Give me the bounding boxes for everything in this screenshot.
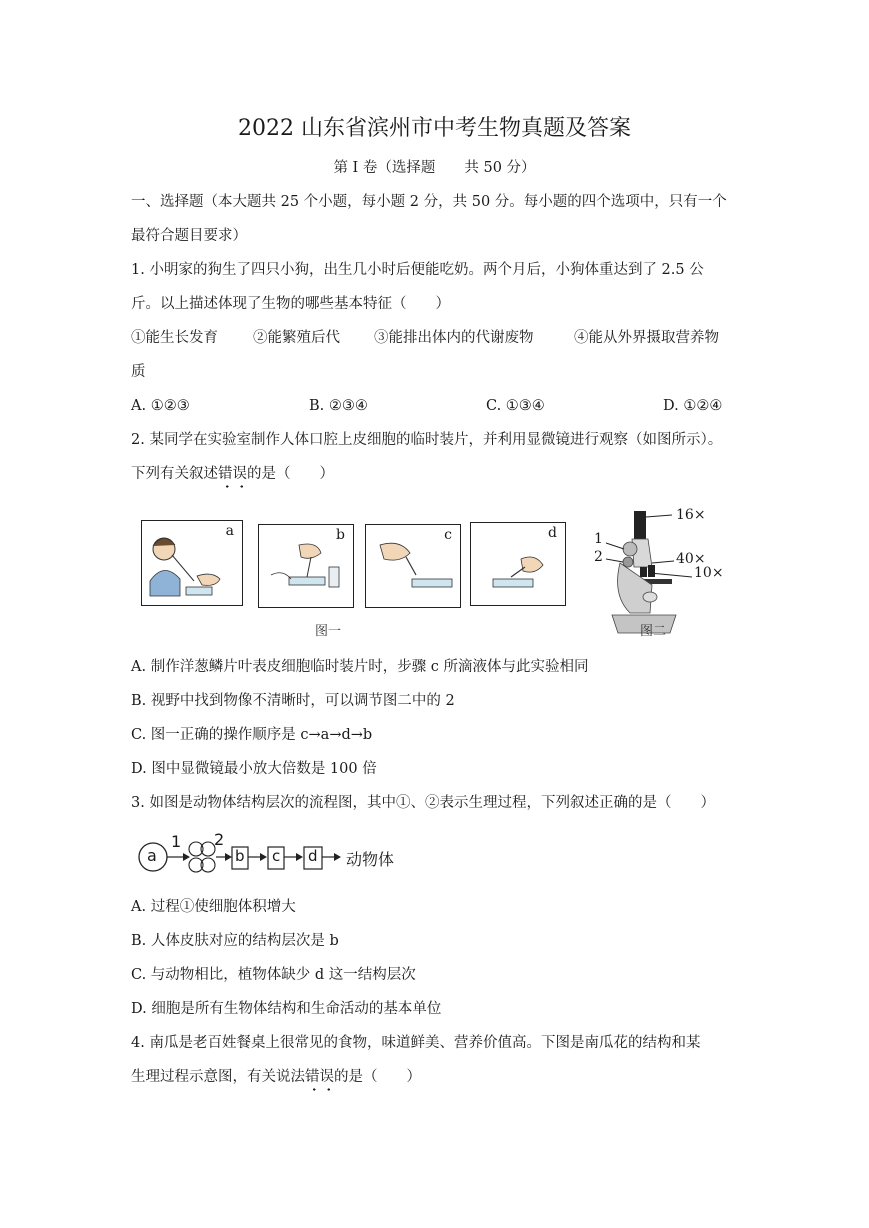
flow-step-1: 1	[171, 832, 182, 851]
fig2-label-1: 1	[594, 531, 603, 547]
cheek-scraping-illustration	[142, 521, 242, 605]
q1-statement-4: ④能从外界摄取营养物	[574, 330, 719, 346]
q1-statement-1: ①能生长发育	[131, 330, 218, 346]
q1-option-c: C. ①③④	[486, 398, 545, 414]
q2-option-d: D. 图中显微镜最小放大倍数是 100 倍	[131, 761, 377, 777]
q2-stem-line1: 2. 某同学在实验室制作人体口腔上皮细胞的临时装片，并利用显微镜进行观察（如图所示）。	[131, 432, 723, 448]
section-instructions-line2: 最符合题目要求）	[131, 228, 247, 244]
q4-stem-pre: 生理过程示意图，有关说法	[131, 1069, 305, 1085]
figure-2	[590, 505, 730, 650]
q1-statement-3: ③能排出体内的代谢废物	[374, 330, 534, 346]
flow-step-2: 2	[214, 830, 225, 849]
fig2-label-40x: 40×	[676, 551, 706, 567]
fig1-letter-b: b	[336, 527, 345, 543]
staining-illustration	[259, 525, 353, 607]
flow-node-animal: 动物体	[346, 850, 395, 869]
fig2-label-2: 2	[594, 549, 603, 565]
q4-stem-line1: 4. 南瓜是老百姓餐桌上很常见的食物，味道鲜美、营养价值高。下图是南瓜花的结构和某	[131, 1035, 701, 1051]
fig1-letter-a: a	[225, 523, 234, 539]
q1-stem-line2: 斤。以上描述体现了生物的哪些基本特征（ ）	[131, 296, 450, 312]
fig2-label-eyepiece: 16×	[676, 507, 706, 523]
q1-statement-2: ②能繁殖后代	[253, 330, 340, 346]
q1-option-b: B. ②③④	[309, 398, 368, 414]
covering-slip-illustration	[471, 523, 565, 605]
fig1-caption: 图一	[315, 624, 342, 639]
flow-node-c: c	[272, 847, 281, 865]
q1-option-a: A. ①②③	[131, 398, 190, 414]
fig1-panel-d	[470, 522, 566, 606]
q4-stem-post: 的是（ ）	[334, 1069, 421, 1085]
q2-emphasis-word: 错误	[218, 466, 247, 482]
q1-statement-wrap: 质	[131, 364, 146, 380]
q2-option-a: A. 制作洋葱鳞片叶表皮细胞临时装片时，步骤 c 所滴液体与此实验相同	[131, 659, 589, 675]
page-title: 2022 山东省滨州市中考生物真题及答案	[238, 116, 631, 141]
q2-stem-pre: 下列有关叙述	[131, 466, 218, 482]
q3-stem: 3. 如图是动物体结构层次的流程图，其中①、②表示生理过程，下列叙述正确的是（ ）	[131, 795, 715, 811]
q1-stem-line1: 1. 小明家的狗生了四只小狗，出生几小时后便能吃奶。两个月后，小狗体重达到了 2.5 公	[131, 262, 704, 278]
q4-stem-line2	[131, 1067, 421, 1087]
q2-stem-line2	[131, 464, 334, 484]
q3-option-d: D. 细胞是所有生物体结构和生命活动的基本单位	[131, 1001, 442, 1017]
q2-option-b: B. 视野中找到物像不清晰时，可以调节图二中的 2	[131, 693, 455, 709]
flow-node-a: a	[147, 846, 157, 865]
q2-option-c: C. 图一正确的操作顺序是 c→a→d→b	[131, 727, 373, 743]
fig2-caption: 图二	[640, 624, 667, 639]
q3-option-a: A. 过程①使细胞体积增大	[131, 899, 296, 915]
q3-option-c: C. 与动物相比，植物体缺少 d 这一结构层次	[131, 967, 416, 983]
section-instructions-line1: 一、选择题（本大题共 25 个小题，每小题 2 分，共 50 分。每小题的四个选项中，只有一个	[131, 194, 727, 210]
q3-option-b: B. 人体皮肤对应的结构层次是 b	[131, 933, 339, 949]
dropping-liquid-illustration	[366, 525, 460, 607]
flow-node-b: b	[235, 847, 245, 865]
flow-node-d: d	[308, 847, 318, 865]
page-subtitle: 第 I 卷（选择题 共 50 分）	[333, 160, 536, 176]
fig1-panel-a	[141, 520, 243, 606]
fig2-label-10x: 10×	[694, 565, 724, 581]
q1-option-d: D. ①②④	[663, 398, 723, 414]
q3-flow-diagram	[134, 830, 434, 880]
fig1-panel-b	[258, 524, 354, 608]
q4-emphasis-word: 错误	[305, 1069, 334, 1085]
q2-stem-post: 的是（ ）	[247, 466, 334, 482]
fig1-letter-c: c	[444, 527, 452, 543]
fig1-letter-d: d	[548, 525, 557, 541]
fig1-panel-c	[365, 524, 461, 608]
